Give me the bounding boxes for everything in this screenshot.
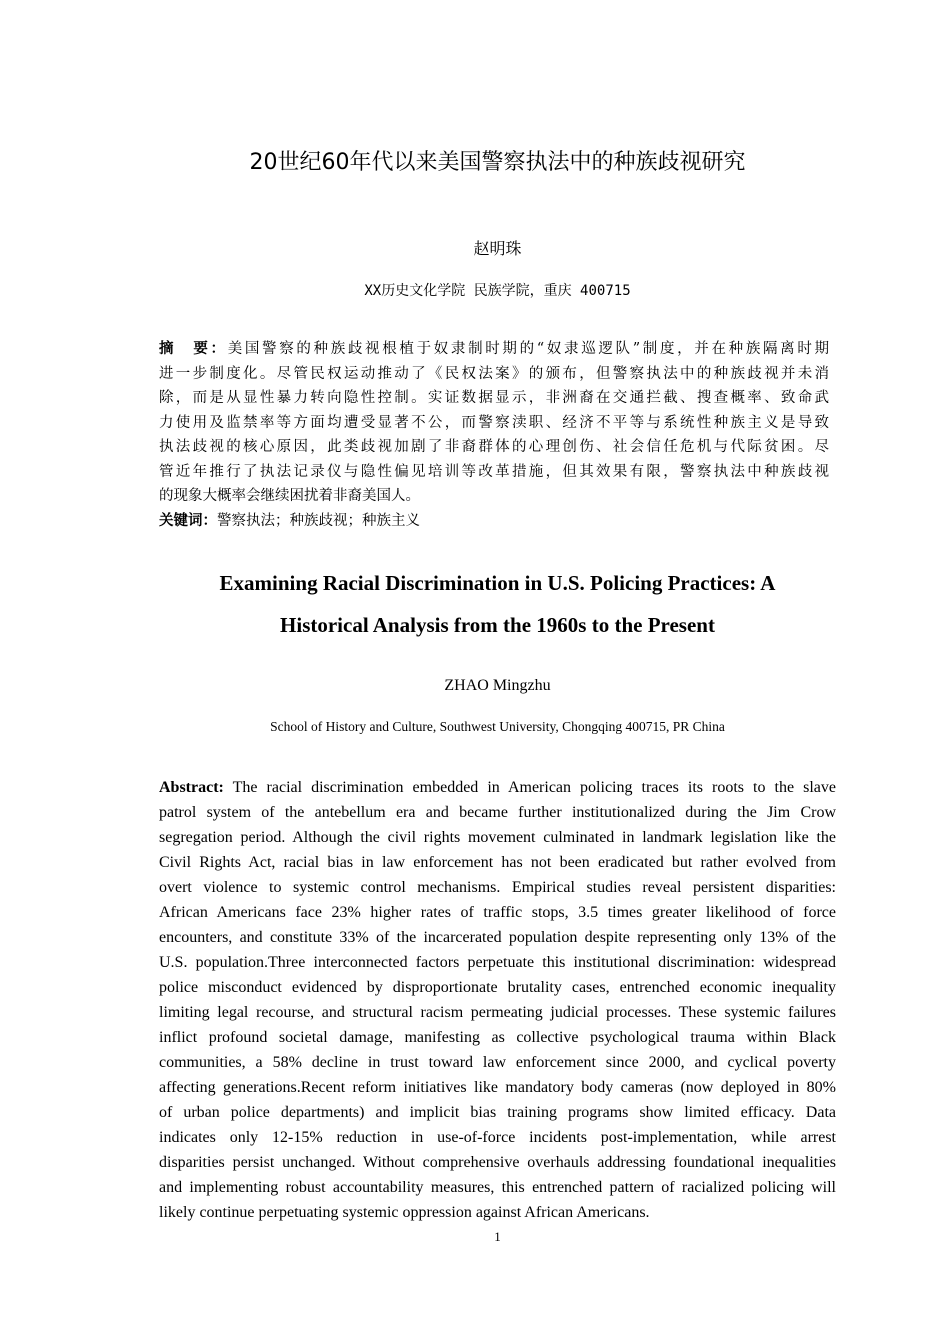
abstract-line: and implementing robust accountability measures, this entrenched pattern of racialized policing will xyxy=(159,1179,836,1196)
abstract-line: 管近年推行了执法记录仪与隐性偏见培训等改革措施，但其效果有限，警察执法中种族歧视 xyxy=(159,463,829,480)
chinese-affiliation: XX历史文化学院 民族学院，重庆 400715 xyxy=(364,283,631,299)
abstract-line: encounters, and constitute 33% of the incarcerated population despite representing only 13% of the xyxy=(159,929,836,946)
abstract-line: inflict profound societal damage, manifesting as collective psychological trauma within Black xyxy=(159,1029,836,1046)
abstract-line: police misconduct evidenced by disproportionate brutality cases, entrenched economic inequality xyxy=(159,979,836,996)
keywords xyxy=(159,509,829,534)
abstract-line: African Americans face 23% higher rates of traffic stops, 3.5 times greater likelihood of force xyxy=(159,904,836,921)
abstract-line: limiting legal recourse, and structural racism permeating judicial processes. These systemic failures xyxy=(159,1004,836,1021)
english-title xyxy=(0,562,950,646)
abstract-line: U.S. population.Three interconnected factors perpetuate this institutional discrimination: widespread xyxy=(159,954,836,971)
chinese-author: 赵明珠 xyxy=(473,239,522,258)
abstract-line: 的现象大概率会继续困扰着非裔美国人。 xyxy=(159,488,420,504)
abstract-text: 美国警察的种族歧视根植于奴隶制时期的“奴隶巡逻队”制度，并在种族隔离时期 xyxy=(227,341,829,357)
english-abstract xyxy=(159,775,836,1225)
abstract-line: likely continue perpetuating systemic oppression against African Americans. xyxy=(159,1204,650,1221)
abstract-line xyxy=(159,775,836,800)
abstract-line: of urban police departments) and implicit bias training programs show limited efficacy. Data xyxy=(159,1104,836,1121)
keywords-label: 关键词： xyxy=(159,511,217,529)
title-line: Historical Analysis from the 1960s to the Present xyxy=(280,613,715,637)
english-affiliation: School of History and Culture, Southwest University, Chongqing 400715, PR China xyxy=(270,719,725,734)
abstract-text: The racial discrimination embedded in American policing traces its roots to the slave xyxy=(223,779,836,796)
keywords-text: 警察执法；种族歧视；种族主义 xyxy=(217,512,420,529)
abstract-line: overt violence to systemic control mechanisms. Empirical studies reveal persistent disparities: xyxy=(159,879,836,896)
abstract-line: affecting generations.Recent reform initiatives like mandatory body cameras (now deployed in 80% xyxy=(159,1079,836,1096)
abstract-line: patrol system of the antebellum era and became further institutionalized during the Jim Crow xyxy=(159,804,836,821)
abstract-line: communities, a 58% decline in trust toward law enforcement since 2000, and cyclical poverty xyxy=(159,1054,836,1071)
abstract-label: 摘 要： xyxy=(159,340,228,357)
abstract-line: disparities persist unchanged. Without comprehensive overhauls addressing foundational inequalities xyxy=(159,1154,836,1171)
abstract-line: Civil Rights Act, racial bias in law enforcement has not been eradicated but rather evolved from xyxy=(159,854,836,871)
page-number: 1 xyxy=(494,1229,501,1244)
title-line: Examining Racial Discrimination in U.S. Policing Practices: A xyxy=(219,571,776,595)
english-author: ZHAO Mingzhu xyxy=(444,677,551,694)
abstract-line: 进一步制度化。尽管民权运动推动了《民权法案》的颁布，但警察执法中的种族歧视并未消 xyxy=(159,365,829,382)
abstract-label: Abstract: xyxy=(159,779,224,796)
abstract-line: segregation period. Although the civil rights movement culminated in landmark legislation like the xyxy=(159,829,836,846)
chinese-title: 20世纪60年代以来美国警察执法中的种族歧视研究 xyxy=(249,150,746,175)
chinese-abstract xyxy=(159,337,829,533)
abstract-line: 执法歧视的核心原因，此类歧视加剧了非裔群体的心理创伤、社会信任危机与代际贫困。尽 xyxy=(159,439,829,455)
abstract-line: indicates only 12-15% reduction in use-of-force incidents post-implementation, while arrest xyxy=(159,1129,836,1146)
abstract-line: 力使用及监禁率等方面均遭受显著不公，而警察渎职、经济不平等与系统性种族主义是导致 xyxy=(159,414,829,431)
abstract-line xyxy=(159,337,829,362)
abstract-line: 除，而是从显性暴力转向隐性控制。实证数据显示，非洲裔在交通拦截、搜查概率、致命武 xyxy=(159,390,829,406)
